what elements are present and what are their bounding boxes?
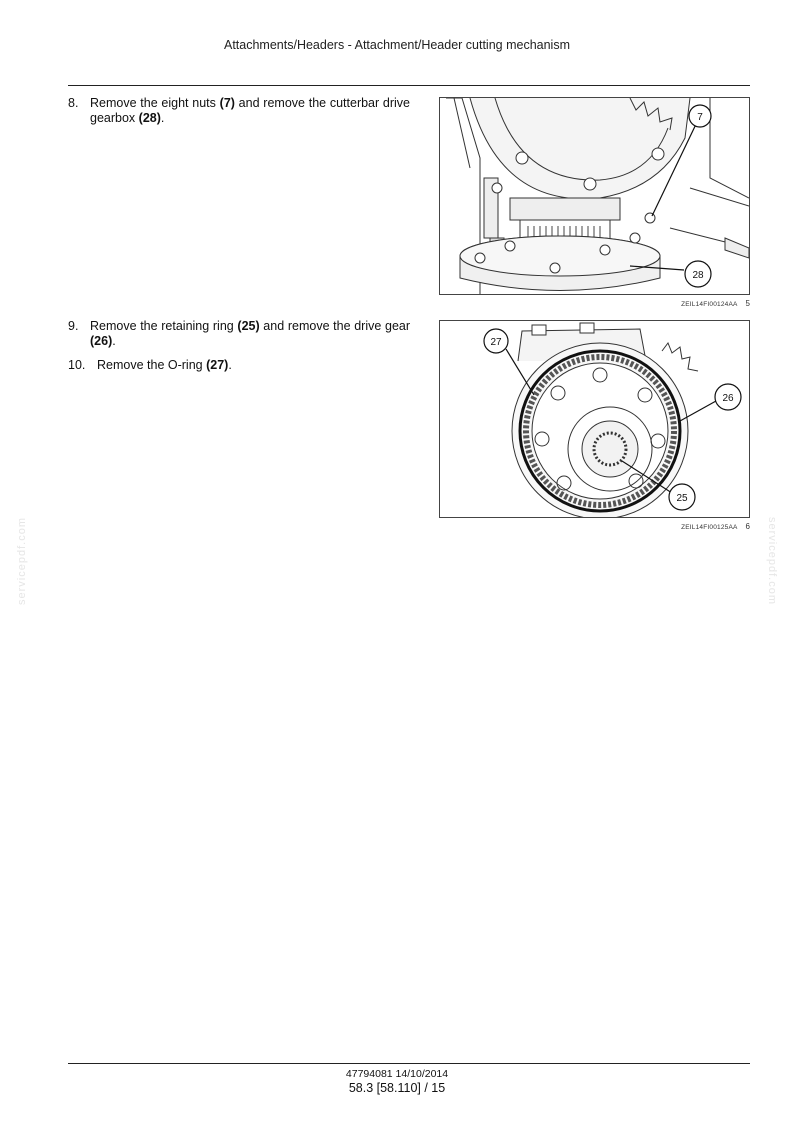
svg-text:25: 25 [676, 493, 688, 504]
step-text: Remove the eight nuts (7) and remove the cutterbar drive gearbox (28). [90, 96, 411, 125]
figure-code: ZEIL14FI00125AA [681, 524, 738, 531]
page-header-title: Attachments/Headers - Attachment/Header cutting mechanism [224, 38, 570, 52]
figure-code: ZEIL14FI00124AA [681, 301, 738, 308]
step-text: Remove the O-ring (27). [97, 358, 232, 372]
figure-6-caption [560, 522, 750, 531]
footer-rule [68, 1063, 750, 1064]
figure-number: 6 [745, 522, 750, 531]
step-text: Remove the retaining ring (25) and remove the drive gear (26). [90, 319, 411, 348]
figure-number: 5 [745, 299, 750, 308]
step-number: 10. [68, 358, 86, 372]
figure-5-caption [560, 299, 750, 308]
step-10 [68, 358, 410, 373]
step-9 [68, 319, 410, 349]
callout-26 [715, 384, 741, 410]
figure-6-drive-gear-illustration [439, 320, 750, 518]
step-number: 8. [68, 96, 79, 110]
step-8 [68, 96, 410, 126]
callout-28 [685, 261, 711, 287]
header-rule [68, 85, 750, 86]
step-number: 9. [68, 319, 79, 333]
footer-document-id: 47794081 14/10/2014 [345, 1068, 449, 1080]
gearbox-drawing [440, 98, 749, 294]
callout-7 [689, 105, 711, 127]
svg-text:7: 7 [697, 112, 703, 123]
svg-text:26: 26 [722, 393, 734, 404]
watermark-left: servicepdf.com [15, 517, 28, 605]
callout-27 [484, 329, 508, 353]
svg-text:28: 28 [692, 270, 704, 281]
svg-text:27: 27 [490, 337, 502, 348]
callout-25 [669, 484, 695, 510]
watermark-right: servicepdf.com [765, 517, 778, 605]
footer-page-number: 58.3 [58.110] / 15 [348, 1081, 446, 1095]
drive-gear-drawing [440, 321, 749, 517]
figure-5-gearbox-illustration [439, 97, 750, 295]
